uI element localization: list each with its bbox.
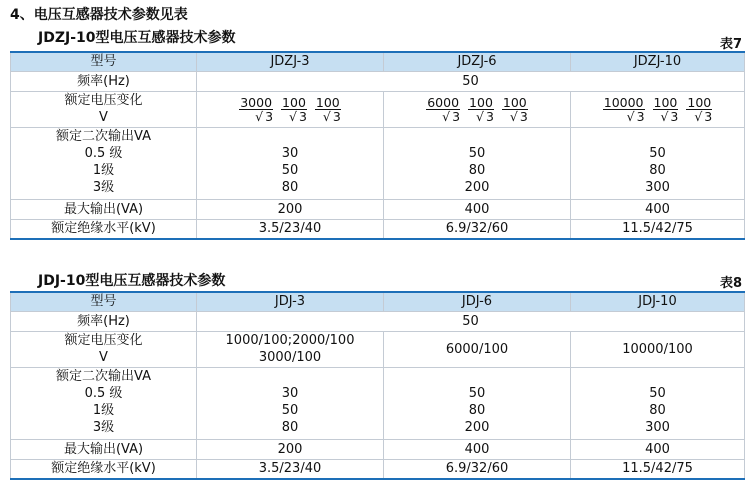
table2-max-row bbox=[11, 439, 745, 459]
section-title: 4、电压互感器技术参数见表 bbox=[10, 7, 188, 23]
secondary-jdzj10 bbox=[571, 127, 745, 199]
grade-value: 50 bbox=[468, 145, 486, 161]
insulation-value: 3.5/23/40 bbox=[197, 219, 384, 239]
table2-secondary-row bbox=[11, 367, 745, 439]
ratio-fraction: 100 √ 3 bbox=[686, 96, 712, 123]
grade-value: 30 bbox=[281, 145, 299, 161]
grade-label: 0.5 级 bbox=[84, 145, 123, 161]
secondary-jdj3 bbox=[197, 367, 384, 439]
max-value: 400 bbox=[571, 199, 745, 219]
header-model-label: 型号 bbox=[11, 52, 197, 71]
table1-number: 表7 bbox=[719, 37, 742, 52]
insulation-value: 11.5/42/75 bbox=[571, 459, 745, 479]
table2-freq-row bbox=[11, 311, 745, 331]
ratio-fraction: 10000 √ 3 bbox=[603, 96, 645, 123]
grade-value: 80 bbox=[281, 179, 299, 195]
header-jdj10: JDJ-10 bbox=[571, 292, 745, 311]
header-model-label: 型号 bbox=[11, 292, 197, 311]
secondary-label: 额定二次输出VA bbox=[56, 128, 151, 144]
freq-value: 50 bbox=[197, 71, 745, 91]
grade-value: 80 bbox=[468, 162, 486, 178]
max-value: 200 bbox=[197, 439, 384, 459]
ratio-jdj3-line1: 1000/100;2000/100 bbox=[225, 333, 355, 348]
ratio-jdzj10 bbox=[571, 91, 745, 127]
header-jdzj6: JDZJ-6 bbox=[384, 52, 571, 71]
ratio-label-cell bbox=[11, 331, 197, 367]
grade-value: 50 bbox=[281, 162, 299, 178]
header-jdzj10: JDZJ-10 bbox=[571, 52, 745, 71]
max-value: 400 bbox=[384, 199, 571, 219]
insulation-value: 6.9/32/60 bbox=[384, 219, 571, 239]
table2-title: JDJ-10型电压互感器技术参数 bbox=[38, 273, 226, 289]
ratio-jdzj3 bbox=[197, 91, 384, 127]
grade-label: 0.5 级 bbox=[84, 385, 123, 401]
secondary-jdj6 bbox=[384, 367, 571, 439]
max-label: 最大输出(VA) bbox=[11, 439, 197, 459]
freq-label: 频率(Hz) bbox=[11, 71, 197, 91]
grade-value: 30 bbox=[281, 385, 299, 401]
jdj-spec-table bbox=[10, 291, 745, 480]
ratio-jdj10: 10000/100 bbox=[571, 331, 745, 367]
ratio-jdj3 bbox=[197, 331, 384, 367]
table1-ratio-row bbox=[11, 91, 745, 127]
grade-value: 200 bbox=[464, 179, 490, 195]
ratio-fraction: 100 √ 3 bbox=[281, 96, 307, 123]
header-jdj6: JDJ-6 bbox=[384, 292, 571, 311]
insulation-label: 额定绝缘水平(kV) bbox=[11, 219, 197, 239]
ratio-label-line2: V bbox=[99, 350, 108, 365]
grade-value: 300 bbox=[645, 419, 670, 435]
ratio-label-line1: 额定电压变化 bbox=[64, 93, 143, 108]
header-jdj3: JDJ-3 bbox=[197, 292, 384, 311]
max-value: 400 bbox=[571, 439, 745, 459]
table1-secondary-row bbox=[11, 127, 745, 199]
freq-value: 50 bbox=[197, 311, 745, 331]
grade-label: 3级 bbox=[92, 419, 115, 435]
secondary-jdzj3 bbox=[197, 127, 384, 199]
table1-insulation-row bbox=[11, 219, 745, 239]
ratio-fraction: 100 √ 3 bbox=[315, 96, 341, 123]
ratio-label-line2: V bbox=[99, 110, 108, 125]
table2-number: 表8 bbox=[719, 276, 742, 291]
max-value: 200 bbox=[197, 199, 384, 219]
max-value: 400 bbox=[384, 439, 571, 459]
secondary-label-cell bbox=[11, 127, 197, 199]
jdzj-spec-table bbox=[10, 51, 745, 240]
freq-label: 频率(Hz) bbox=[11, 311, 197, 331]
ratio-fraction: 100 √ 3 bbox=[653, 96, 679, 123]
ratio-label-line1: 额定电压变化 bbox=[64, 333, 143, 348]
secondary-label: 额定二次输出VA bbox=[56, 368, 151, 384]
grade-value: 300 bbox=[645, 179, 670, 195]
grade-label: 1级 bbox=[92, 162, 115, 178]
grade-value: 80 bbox=[649, 162, 666, 178]
table1-title: JDZJ-10型电压互感器技术参数 bbox=[38, 30, 236, 46]
grade-value: 80 bbox=[468, 402, 486, 418]
ratio-fraction: 100 √ 3 bbox=[468, 96, 494, 123]
table1-freq-row bbox=[11, 71, 745, 91]
table2-insulation-row bbox=[11, 459, 745, 479]
grade-value: 50 bbox=[649, 145, 666, 161]
secondary-jdj10 bbox=[571, 367, 745, 439]
max-label: 最大输出(VA) bbox=[11, 199, 197, 219]
insulation-value: 11.5/42/75 bbox=[571, 219, 745, 239]
grade-value: 80 bbox=[649, 402, 666, 418]
grade-label: 3级 bbox=[92, 179, 115, 195]
grade-value: 50 bbox=[468, 385, 486, 401]
insulation-label: 额定绝缘水平(kV) bbox=[11, 459, 197, 479]
secondary-jdzj6 bbox=[384, 127, 571, 199]
grade-value: 50 bbox=[281, 402, 299, 418]
table2-ratio-row bbox=[11, 331, 745, 367]
header-jdzj3: JDZJ-3 bbox=[197, 52, 384, 71]
table2-header-row bbox=[11, 292, 745, 311]
grade-label: 1级 bbox=[92, 402, 115, 418]
grade-value: 50 bbox=[649, 385, 666, 401]
insulation-value: 3.5/23/40 bbox=[197, 459, 384, 479]
ratio-jdzj6 bbox=[384, 91, 571, 127]
insulation-value: 6.9/32/60 bbox=[384, 459, 571, 479]
ratio-jdj6: 6000/100 bbox=[384, 331, 571, 367]
ratio-label-cell bbox=[11, 91, 197, 127]
ratio-fraction: 3000 √ 3 bbox=[239, 96, 273, 123]
secondary-label-cell bbox=[11, 367, 197, 439]
grade-value: 80 bbox=[281, 419, 299, 435]
ratio-fraction: 6000 √ 3 bbox=[426, 96, 460, 123]
grade-value: 200 bbox=[464, 419, 490, 435]
table1-header-row bbox=[11, 52, 745, 71]
table1-max-row bbox=[11, 199, 745, 219]
ratio-fraction: 100 √ 3 bbox=[502, 96, 528, 123]
ratio-jdj3-line2: 3000/100 bbox=[258, 350, 322, 365]
